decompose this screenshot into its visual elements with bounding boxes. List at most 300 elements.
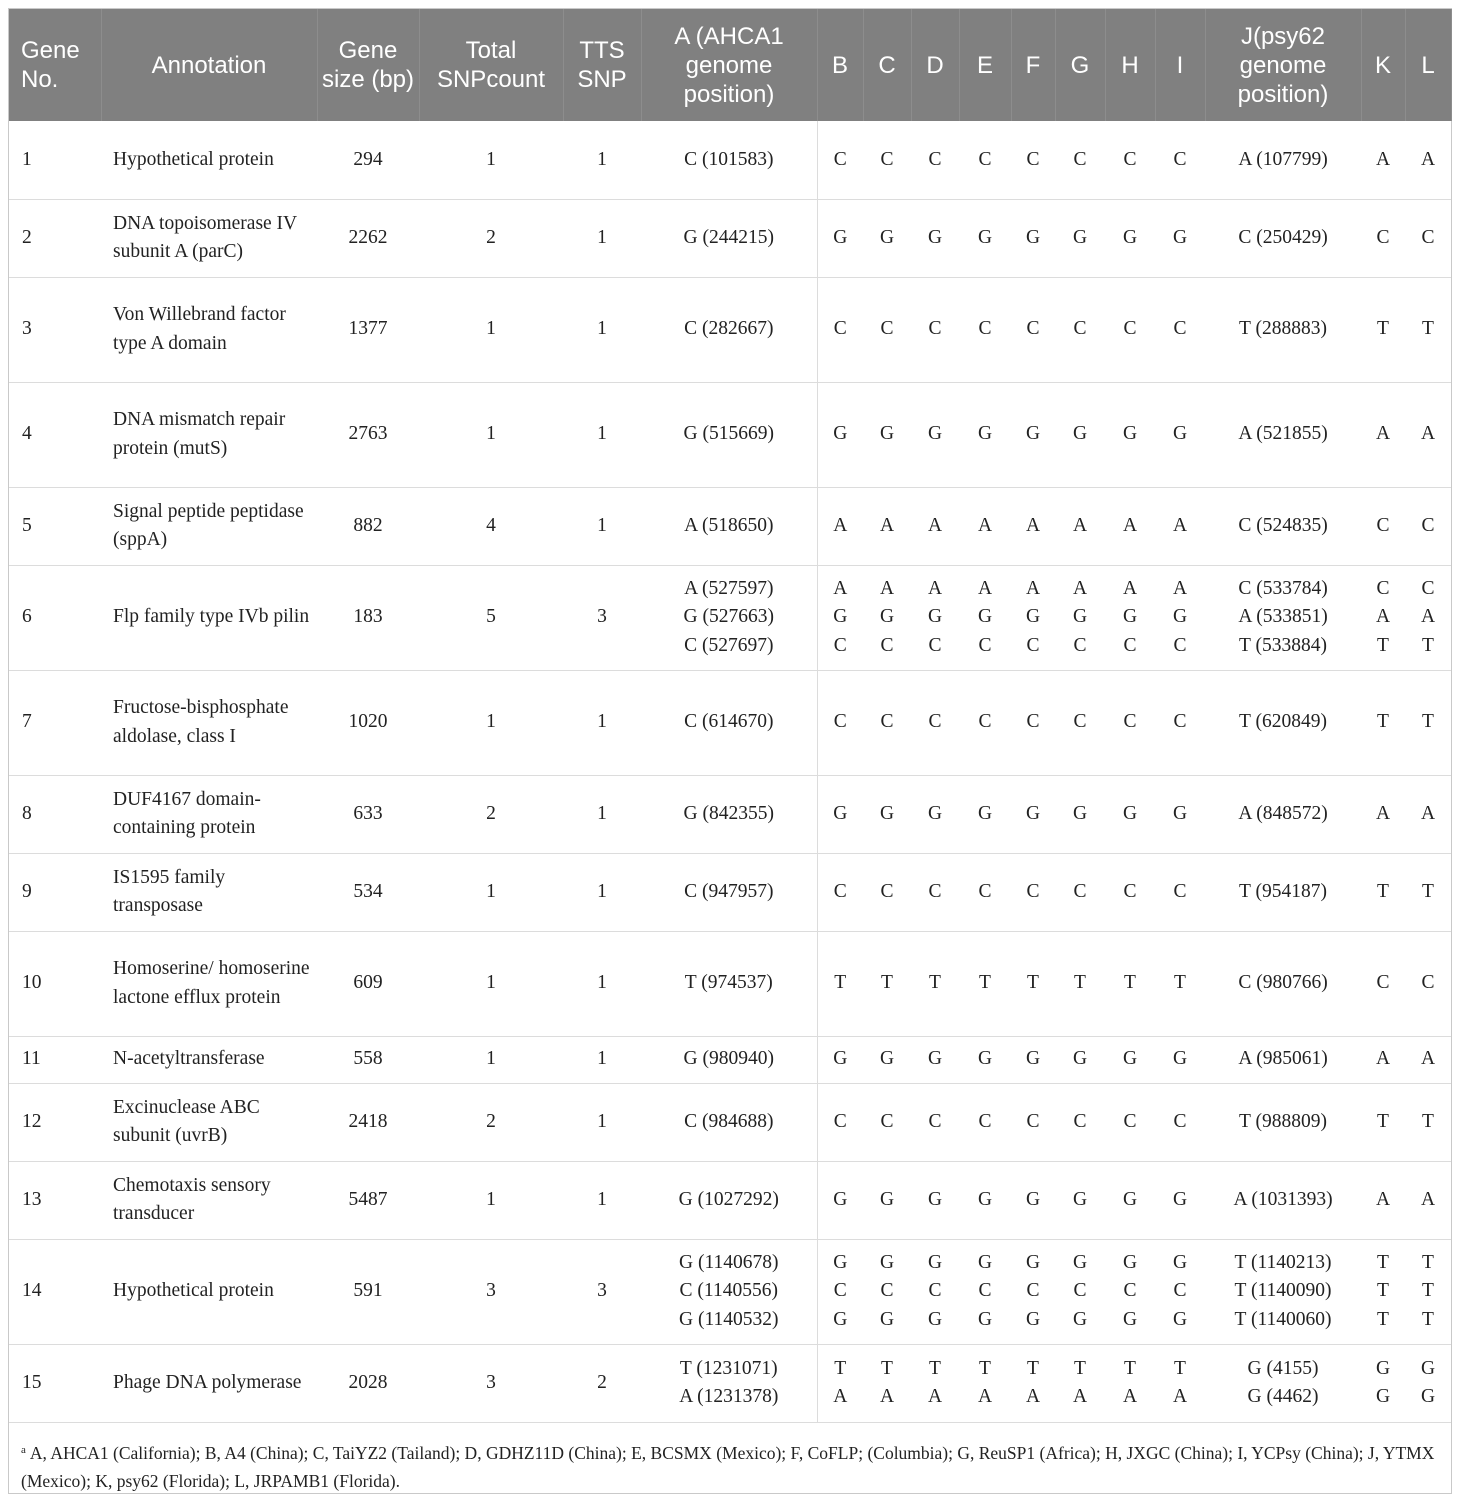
cell-h <box>1105 1083 1155 1161</box>
cell-l-value: C <box>1421 514 1435 536</box>
cell-i <box>1155 1239 1205 1344</box>
cell-h-value: G <box>1122 1188 1138 1210</box>
cell-l-value: A <box>1420 148 1436 170</box>
cell-k <box>1361 853 1405 931</box>
cell-gene-no: 8 <box>9 775 101 853</box>
cell-a <box>641 1036 817 1083</box>
table-row <box>9 382 1451 487</box>
cell-b-value: C <box>833 880 847 902</box>
cell-d <box>911 1344 959 1422</box>
cell-a-value: T (974537) <box>684 972 773 994</box>
cell-j-value: C (980766) <box>1238 972 1328 994</box>
cell-k <box>1361 1161 1405 1239</box>
cell-h-value: C <box>1123 318 1137 340</box>
cell-l <box>1405 1161 1451 1239</box>
cell-f-value: T <box>1027 972 1039 994</box>
cell-tts-snp: 1 <box>563 199 641 277</box>
cell-a <box>641 121 817 199</box>
cell-k-value: T <box>1377 880 1389 902</box>
cell-g-value: C <box>1073 711 1087 733</box>
cell-k <box>1361 1083 1405 1161</box>
cell-annotation: DNA mismatch repair protein (mutS) <box>101 382 317 487</box>
cell-h-value: C <box>1123 880 1137 902</box>
cell-f <box>1011 775 1055 853</box>
cell-c-value: G <box>879 802 895 824</box>
cell-a-value: C (614670) <box>684 711 774 733</box>
cell-e-value: C <box>978 711 992 733</box>
cell-j-value: A (533851) <box>1238 606 1328 628</box>
cell-i-value: G <box>1172 423 1188 445</box>
cell-a-value: G (842355) <box>683 802 774 824</box>
cell-j-value: C (533784) <box>1238 577 1328 599</box>
cell-f <box>1011 565 1055 670</box>
cell-d-value: A <box>927 514 943 536</box>
cell-h-value: G <box>1122 1308 1138 1330</box>
cell-j-value: A (848572) <box>1238 802 1328 824</box>
header-l: L <box>1405 9 1451 121</box>
cell-a <box>641 382 817 487</box>
cell-l-value: A <box>1420 606 1436 628</box>
cell-e <box>959 1161 1011 1239</box>
cell-h <box>1105 1036 1155 1083</box>
cell-i-value: A <box>1172 514 1188 536</box>
cell-a-value: G (244215) <box>683 226 774 248</box>
cell-l-value: G <box>1420 1386 1436 1407</box>
cell-l <box>1405 1036 1451 1083</box>
cell-j-value: T (1140060) <box>1234 1308 1332 1330</box>
cell-d-value: G <box>927 606 943 628</box>
cell-k <box>1361 121 1405 199</box>
cell-g <box>1055 1161 1105 1239</box>
cell-b-value: C <box>833 634 847 656</box>
cell-h-value: G <box>1122 1251 1138 1273</box>
cell-l <box>1405 277 1451 382</box>
cell-a-value: G (527663) <box>683 606 774 628</box>
cell-annotation: Homoserine/ homoserine lactone efflux protein <box>101 931 317 1036</box>
cell-i-value: C <box>1173 148 1187 170</box>
cell-j <box>1205 1239 1361 1344</box>
cell-annotation: IS1595 family transposase <box>101 853 317 931</box>
cell-i-value: A <box>1172 577 1188 599</box>
cell-k-value: T <box>1377 711 1389 733</box>
cell-g <box>1055 565 1105 670</box>
cell-j-value: A (1031393) <box>1233 1188 1333 1210</box>
cell-g-value: C <box>1073 1110 1087 1132</box>
cell-total-snp: 4 <box>419 487 563 565</box>
cell-l <box>1405 1344 1451 1422</box>
cell-c-value: C <box>880 880 894 902</box>
cell-g <box>1055 199 1105 277</box>
cell-annotation: DUF4167 domain-containing protein <box>101 775 317 853</box>
cell-e-value: G <box>977 1048 993 1070</box>
cell-l <box>1405 382 1451 487</box>
cell-k-value: A <box>1375 423 1391 445</box>
cell-a-value: A (527597) <box>684 577 774 599</box>
cell-k-value: T <box>1377 1251 1389 1273</box>
cell-h-value: G <box>1122 423 1138 445</box>
cell-e-value: G <box>977 1251 993 1273</box>
cell-l <box>1405 853 1451 931</box>
cell-h <box>1105 775 1155 853</box>
cell-e <box>959 277 1011 382</box>
cell-f <box>1011 382 1055 487</box>
cell-a <box>641 775 817 853</box>
cell-e <box>959 565 1011 670</box>
cell-b-value: G <box>833 1251 848 1273</box>
cell-a <box>641 1239 817 1344</box>
cell-f-value: G <box>1025 606 1041 628</box>
cell-g <box>1055 1344 1105 1422</box>
header-row <box>9 9 1451 121</box>
cell-c-value: C <box>880 148 894 170</box>
cell-f-value: C <box>1026 711 1040 733</box>
cell-l-value: C <box>1421 226 1435 248</box>
cell-a <box>641 277 817 382</box>
cell-c <box>863 1036 911 1083</box>
table-row <box>9 487 1451 565</box>
cell-e-value: G <box>977 1308 993 1330</box>
cell-k-value: C <box>1376 972 1390 994</box>
cell-g <box>1055 1239 1105 1344</box>
cell-d <box>911 931 959 1036</box>
cell-b-value: G <box>833 802 848 824</box>
cell-a <box>641 487 817 565</box>
cell-b <box>817 931 863 1036</box>
cell-h-value: T <box>1124 1357 1136 1379</box>
cell-c-value: C <box>880 1280 894 1302</box>
cell-d <box>911 670 959 775</box>
cell-f-value: C <box>1026 1280 1040 1302</box>
cell-gene-no: 7 <box>9 670 101 775</box>
cell-a-value: G (980940) <box>683 1048 774 1070</box>
cell-gene-size: 558 <box>317 1036 419 1083</box>
header-i: I <box>1155 9 1205 121</box>
header-c: C <box>863 9 911 121</box>
cell-j <box>1205 1036 1361 1083</box>
cell-g-value: G <box>1072 226 1088 248</box>
cell-k <box>1361 670 1405 775</box>
table-row <box>9 277 1451 382</box>
cell-e <box>959 670 1011 775</box>
cell-l <box>1405 121 1451 199</box>
cell-f-value: G <box>1025 1251 1041 1273</box>
cell-e-value: C <box>978 880 992 902</box>
cell-f <box>1011 1036 1055 1083</box>
cell-l-value: A <box>1420 1188 1436 1210</box>
cell-i-value: G <box>1172 1048 1188 1070</box>
cell-f-value: G <box>1025 1188 1041 1210</box>
cell-b-value: C <box>833 1280 847 1302</box>
cell-g-value: A <box>1072 514 1088 536</box>
cell-b-value: G <box>833 226 848 248</box>
cell-total-snp: 1 <box>419 931 563 1036</box>
cell-total-snp: 1 <box>419 670 563 775</box>
cell-a-value: A (1231378) <box>679 1386 779 1407</box>
cell-g <box>1055 1036 1105 1083</box>
cell-h <box>1105 565 1155 670</box>
cell-g-value: G <box>1072 1308 1088 1330</box>
cell-b-value: A <box>833 514 848 536</box>
cell-f-value: G <box>1025 1308 1041 1330</box>
cell-i <box>1155 1161 1205 1239</box>
cell-f <box>1011 487 1055 565</box>
cell-e <box>959 121 1011 199</box>
cell-tts-snp: 1 <box>563 931 641 1036</box>
cell-f <box>1011 1161 1055 1239</box>
cell-d-value: G <box>927 802 943 824</box>
cell-b-value: G <box>833 423 848 445</box>
cell-c-value: A <box>879 1386 895 1407</box>
cell-k-value: A <box>1375 1048 1391 1070</box>
cell-i-value: G <box>1172 1188 1188 1210</box>
cell-d <box>911 199 959 277</box>
cell-h <box>1105 199 1155 277</box>
cell-i <box>1155 1036 1205 1083</box>
cell-l-value: T <box>1422 1308 1434 1330</box>
cell-b-value: T <box>834 1357 847 1379</box>
cell-b-value: T <box>834 972 847 994</box>
cell-f-value: A <box>1025 577 1041 599</box>
cell-i <box>1155 565 1205 670</box>
cell-b <box>817 853 863 931</box>
cell-a-value: G (515669) <box>683 423 774 445</box>
cell-a-value: G (1140678) <box>679 1251 779 1273</box>
cell-c-value: C <box>880 711 894 733</box>
cell-l-value: T <box>1422 880 1434 902</box>
cell-b <box>817 277 863 382</box>
cell-i <box>1155 1083 1205 1161</box>
table-row <box>9 199 1451 277</box>
cell-total-snp: 1 <box>419 382 563 487</box>
cell-c-value: T <box>881 1357 893 1379</box>
cell-l-value: G <box>1420 1357 1436 1379</box>
cell-c <box>863 487 911 565</box>
table-body <box>9 121 1451 1422</box>
cell-i <box>1155 199 1205 277</box>
header-d: D <box>911 9 959 121</box>
cell-a <box>641 1161 817 1239</box>
cell-j-value: T (988809) <box>1239 1110 1327 1132</box>
cell-d-value: T <box>929 972 941 994</box>
cell-l-value: A <box>1420 423 1436 445</box>
cell-total-snp: 1 <box>419 121 563 199</box>
cell-gene-size: 591 <box>317 1239 419 1344</box>
cell-e <box>959 382 1011 487</box>
cell-f <box>1011 1344 1055 1422</box>
cell-b-value: C <box>833 1110 847 1132</box>
cell-g-value: T <box>1074 1357 1086 1379</box>
cell-b <box>817 199 863 277</box>
cell-tts-snp: 2 <box>563 1344 641 1422</box>
cell-gene-no: 13 <box>9 1161 101 1239</box>
cell-d-value: C <box>928 318 942 340</box>
cell-l-value: T <box>1422 1280 1434 1302</box>
cell-g-value: C <box>1073 148 1087 170</box>
table-row <box>9 1239 1451 1344</box>
cell-e-value: C <box>978 1110 992 1132</box>
cell-f <box>1011 1239 1055 1344</box>
cell-tts-snp: 1 <box>563 775 641 853</box>
cell-l-value: A <box>1420 1048 1436 1070</box>
cell-tts-snp: 1 <box>563 853 641 931</box>
cell-i-value: T <box>1174 1357 1186 1379</box>
cell-i-value: C <box>1173 1110 1187 1132</box>
cell-i <box>1155 853 1205 931</box>
cell-j-value: T (1140090) <box>1234 1280 1332 1302</box>
cell-d-value: C <box>928 711 942 733</box>
cell-l-value: C <box>1421 577 1435 599</box>
cell-b-value: C <box>833 318 847 340</box>
cell-g-value: C <box>1073 318 1087 340</box>
cell-gene-size: 2028 <box>317 1344 419 1422</box>
cell-k <box>1361 199 1405 277</box>
cell-e-value: A <box>977 577 993 599</box>
cell-i <box>1155 121 1205 199</box>
header-k: K <box>1361 9 1405 121</box>
cell-gene-size: 294 <box>317 121 419 199</box>
cell-i-value: A <box>1172 1386 1188 1407</box>
cell-d <box>911 1161 959 1239</box>
cell-h-value: G <box>1122 606 1138 628</box>
cell-b <box>817 121 863 199</box>
cell-g-value: A <box>1072 577 1088 599</box>
cell-f <box>1011 199 1055 277</box>
cell-c <box>863 931 911 1036</box>
cell-e <box>959 1036 1011 1083</box>
cell-g <box>1055 277 1105 382</box>
cell-d-value: A <box>927 1386 943 1407</box>
cell-g-value: G <box>1072 423 1088 445</box>
cell-f-value: C <box>1026 318 1040 340</box>
cell-i-value: C <box>1173 634 1187 656</box>
cell-i <box>1155 487 1205 565</box>
cell-l-value: A <box>1420 802 1436 824</box>
cell-c <box>863 1239 911 1344</box>
cell-h-value: A <box>1122 1386 1138 1407</box>
cell-c <box>863 775 911 853</box>
cell-i-value: C <box>1173 880 1187 902</box>
cell-d-value: C <box>928 1110 942 1132</box>
cell-b-value: C <box>833 711 847 733</box>
cell-h <box>1105 1344 1155 1422</box>
cell-h <box>1105 1161 1155 1239</box>
cell-a <box>641 1344 817 1422</box>
cell-tts-snp: 3 <box>563 565 641 670</box>
cell-i-value: G <box>1172 1251 1188 1273</box>
table-row <box>9 121 1451 199</box>
cell-j-value: T (533884) <box>1239 634 1327 656</box>
cell-a <box>641 1083 817 1161</box>
cell-j <box>1205 565 1361 670</box>
cell-f <box>1011 277 1055 382</box>
cell-j <box>1205 775 1361 853</box>
cell-j-value: T (954187) <box>1239 880 1327 902</box>
cell-d <box>911 565 959 670</box>
cell-h <box>1105 931 1155 1036</box>
cell-gene-size: 882 <box>317 487 419 565</box>
cell-g-value: G <box>1072 802 1088 824</box>
cell-e-value: G <box>977 1188 993 1210</box>
cell-d-value: A <box>927 577 943 599</box>
cell-e-value: G <box>977 423 993 445</box>
cell-tts-snp: 1 <box>563 1083 641 1161</box>
cell-g-value: C <box>1073 880 1087 902</box>
cell-gene-no: 12 <box>9 1083 101 1161</box>
cell-gene-size: 633 <box>317 775 419 853</box>
cell-j-value: C (524835) <box>1238 514 1328 536</box>
cell-f-value: G <box>1025 1048 1041 1070</box>
cell-g <box>1055 382 1105 487</box>
cell-a-value: C (527697) <box>684 634 774 656</box>
cell-k-value: T <box>1377 1308 1389 1330</box>
table-row <box>9 931 1451 1036</box>
cell-e <box>959 1344 1011 1422</box>
cell-a-value: C (1140556) <box>679 1280 778 1302</box>
cell-l <box>1405 1083 1451 1161</box>
cell-l <box>1405 931 1451 1036</box>
cell-c <box>863 565 911 670</box>
cell-k-value: T <box>1377 1280 1389 1302</box>
cell-total-snp: 2 <box>419 199 563 277</box>
cell-i-value: C <box>1173 318 1187 340</box>
cell-j <box>1205 931 1361 1036</box>
cell-l-value: T <box>1422 711 1434 733</box>
cell-h <box>1105 487 1155 565</box>
table-row <box>9 1344 1451 1422</box>
cell-d-value: G <box>927 1308 943 1330</box>
cell-c-value: G <box>879 1251 895 1273</box>
cell-j-value: A (521855) <box>1238 423 1328 445</box>
cell-i <box>1155 670 1205 775</box>
cell-total-snp: 3 <box>419 1239 563 1344</box>
header-h: H <box>1105 9 1155 121</box>
snp-table <box>9 9 1452 1423</box>
cell-annotation: N-acetyltransferase <box>101 1036 317 1083</box>
cell-k <box>1361 487 1405 565</box>
cell-k <box>1361 931 1405 1036</box>
cell-b-value: G <box>833 1188 848 1210</box>
cell-j <box>1205 853 1361 931</box>
cell-d-value: G <box>927 226 943 248</box>
cell-l-value: T <box>1422 634 1434 656</box>
cell-d <box>911 1239 959 1344</box>
cell-e <box>959 199 1011 277</box>
cell-k-value: C <box>1376 577 1390 599</box>
header-gene-size: Gene size (bp) <box>317 9 419 121</box>
cell-g-value: G <box>1072 1048 1088 1070</box>
cell-f-value: T <box>1027 1357 1039 1379</box>
cell-annotation: Flp family type IVb pilin <box>101 565 317 670</box>
cell-total-snp: 3 <box>419 1344 563 1422</box>
cell-g-value: G <box>1072 606 1088 628</box>
cell-d-value: G <box>927 1048 943 1070</box>
cell-d <box>911 277 959 382</box>
cell-gene-no: 4 <box>9 382 101 487</box>
cell-gene-size: 1020 <box>317 670 419 775</box>
cell-j-value: C (250429) <box>1238 226 1328 248</box>
cell-annotation: Signal peptide peptidase (sppA) <box>101 487 317 565</box>
cell-h <box>1105 277 1155 382</box>
cell-annotation: Hypothetical protein <box>101 1239 317 1344</box>
cell-a <box>641 199 817 277</box>
cell-e-value: G <box>977 802 993 824</box>
cell-gene-no: 5 <box>9 487 101 565</box>
cell-k-value: G <box>1375 1386 1391 1407</box>
cell-tts-snp: 1 <box>563 670 641 775</box>
header-total-snp: Total SNPcount <box>419 9 563 121</box>
cell-gene-no: 11 <box>9 1036 101 1083</box>
cell-k <box>1361 775 1405 853</box>
